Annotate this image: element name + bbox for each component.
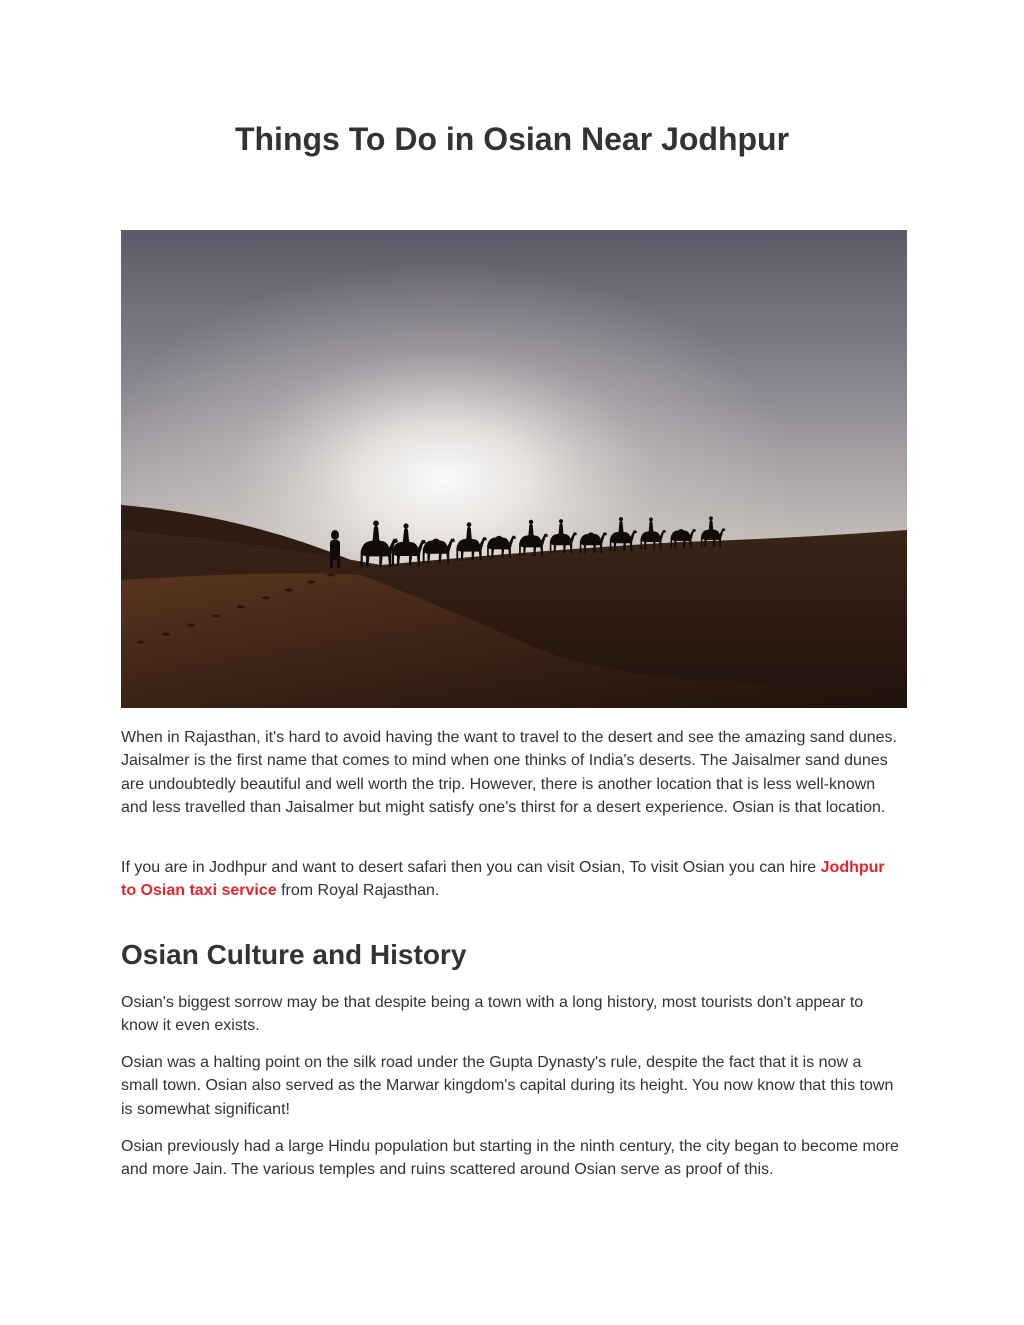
taxi-paragraph [121,856,903,903]
intro-paragraph: When in Rajasthan, it's hard to avoid having the want to travel to the desert and see the amazing sand dunes. Jaisalmer is the first name that comes to mind when one thinks of India's deserts. The Jaisalmer sand dunes are undoubtedly beautiful and well worth the trip. However, there is another location that is less well-known and less travelled than Jaisalmer but might satisfy one's thirst for a desert experience. Osian is that location. [121,729,897,817]
section-heading-culture: Osian Culture and History [121,939,467,970]
culture-paragraph-3: Osian previously had a large Hindu population but starting in the ninth century, the city began to become more and more Jain. The various temples and ruins scattered around Osian serve as proof of this. [121,1138,899,1179]
hero-image [121,230,907,708]
taxi-paragraph-prefix: If you are in Jodhpur and want to desert safari then you can visit Osian, To visit Osian you can hire [121,859,821,876]
culture-paragraph-1: Osian's biggest sorrow may be that despite being a town with a long history, most tourists don't appear to know it even exists. [121,994,864,1035]
taxi-paragraph-suffix: from Royal Rajasthan. [276,882,440,900]
culture-paragraph-2: Osian was a halting point on the silk road under the Gupta Dynasty's rule, despite the fact that it is now a small town. Osian also served as the Marwar kingdom's capital during its height. You now know that this town is somewhat significant! [121,1054,894,1118]
page-title: Things To Do in Osian Near Jodhpur [234,121,790,157]
taxi-service-link[interactable]: Jodhpur to Osian taxi service [121,859,885,900]
